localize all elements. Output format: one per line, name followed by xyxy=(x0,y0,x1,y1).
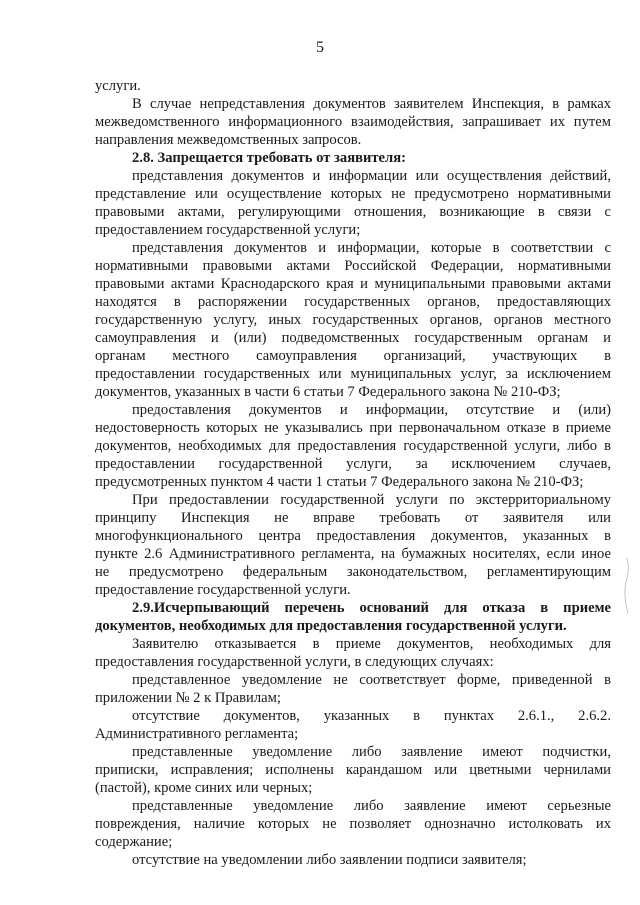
text-line: предусмотренных пунктом 4 части 1 статьи 7 Федерального закона № 210-ФЗ; xyxy=(95,474,584,490)
text-line: отсутствие на уведомлении либо заявлении подписи заявителя; xyxy=(132,852,527,868)
text-line: межведомственного информационного взаимодействия, запрашивает их путем xyxy=(95,114,611,130)
section-heading: 2.8. Запрещается требовать от заявителя: xyxy=(132,150,406,166)
text-line: При предоставлении государственной услуги по экстерриториальному xyxy=(132,492,611,508)
text-line: предоставлением государственной услуги; xyxy=(95,222,361,238)
text-line: предоставлении государственной услуги, за исключением случаев, xyxy=(95,456,611,472)
text-line: государственную услугу, иных государственных органов, органов местного xyxy=(95,312,611,328)
text-line: нормативными правовыми актами Российской Федерации, нормативными xyxy=(95,258,611,274)
text-line: направления межведомственных запросов. xyxy=(95,132,362,148)
text-line: Административного регламента; xyxy=(95,726,299,742)
text-line: находятся в распоряжении государственных органов, предоставляющих xyxy=(95,294,611,310)
section-heading: 2.9.Исчерпывающий перечень оснований для отказа в приеме xyxy=(132,600,611,616)
text-line: (пастой), кроме синих или черных; xyxy=(95,780,313,796)
text-line: представления документов и информации или осуществления действий, xyxy=(132,168,611,184)
text-line: В случае непредставления документов заявителем Инспекция, в рамках xyxy=(132,96,611,112)
text-line: представление или осуществление которых не предусмотрено нормативными xyxy=(95,186,611,202)
text-line: недостоверность которых не указывались при первоначальном отказе в приеме xyxy=(95,420,611,436)
text-line: представленные уведомление либо заявление имеют подчистки, xyxy=(132,744,611,760)
text-line: предоставление государственной услуги. xyxy=(95,582,351,598)
text-line: органам местного самоуправления организаций, участвующих в xyxy=(95,348,611,364)
text-line: предоставления документов и информации, отсутствие и (или) xyxy=(132,402,611,418)
text-line: содержание; xyxy=(95,834,173,850)
text-line: не предусмотрено федеральным законодательством, регламентирующим xyxy=(95,564,611,580)
text-line: правовыми актами, регулирующими отношения, возникающие в связи с xyxy=(95,204,611,220)
section-heading: документов, необходимых для предоставления государственной услуги. xyxy=(95,618,567,634)
text-line: принципу Инспекция не вправе требовать от заявителя или xyxy=(95,510,611,526)
text-line: повреждения, наличие которых не позволяет однозначно истолковать их xyxy=(95,816,611,832)
text-line: предоставления государственной услуги, в следующих случаях: xyxy=(95,654,494,670)
text-line: документов, необходимых для предоставления государственной услуги, либо в xyxy=(95,438,611,454)
page-number: 5 xyxy=(316,39,324,56)
text-line: приписки, исправления; исполнены карандашом или цветными чернилами xyxy=(95,762,611,778)
text-line: Заявителю отказывается в приеме документов, необходимых для xyxy=(132,636,611,652)
text-line: услуги. xyxy=(95,78,141,94)
text-line: отсутствие документов, указанных в пунктах 2.6.1., 2.6.2. xyxy=(132,708,611,724)
text-line: правовыми актами Краснодарского края и муниципальными правовыми актами xyxy=(95,276,611,292)
text-line: пункте 2.6 Административного регламента, на бумажных носителях, если иное xyxy=(95,546,611,562)
text-line: предоставлении государственных или муниципальных услуг, за исключением xyxy=(95,366,611,382)
text-line: представленное уведомление не соответствует форме, приведенной в xyxy=(132,672,611,688)
text-line: представленные уведомление либо заявление имеют серьезные xyxy=(132,798,611,814)
margin-mark-icon xyxy=(618,556,636,616)
text-line: приложении № 2 к Правилам; xyxy=(95,690,281,706)
text-line: документов, указанных в части 6 статьи 7 Федерального закона № 210-ФЗ; xyxy=(95,384,561,400)
text-line: многофункционального центра предоставления документов, указанных в xyxy=(95,528,611,544)
text-line: самоуправления и (или) подведомственных государственным органам и xyxy=(95,330,611,346)
text-line: представления документов и информации, которые в соответствии с xyxy=(132,240,611,256)
